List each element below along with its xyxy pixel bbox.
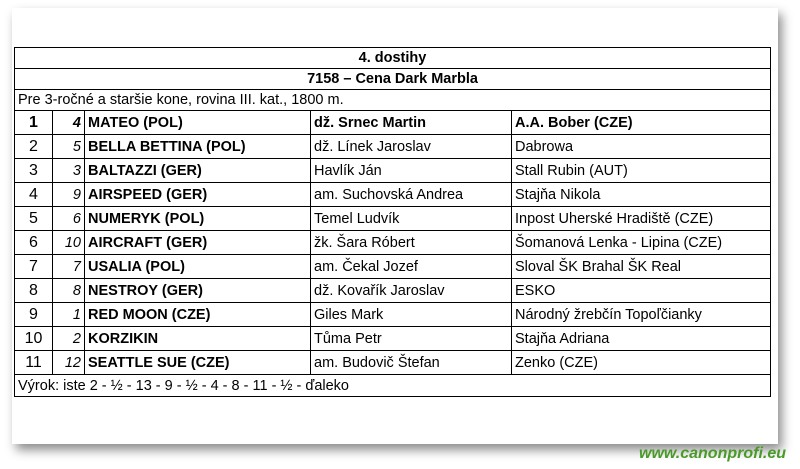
number-cell: 1 [53, 303, 85, 327]
owner-cell: ESKO [512, 279, 771, 303]
place-cell: 11 [15, 351, 53, 375]
number-cell: 5 [53, 135, 85, 159]
owner-cell: Stajňa Adriana [512, 327, 771, 351]
number-cell: 7 [53, 255, 85, 279]
number-cell: 10 [53, 231, 85, 255]
jockey-cell: dž. Kovařík Jaroslav [311, 279, 512, 303]
race-heading-row [15, 48, 771, 69]
place-cell: 2 [15, 135, 53, 159]
table-row [15, 255, 771, 279]
horse-cell: NUMERYK (POL) [85, 207, 311, 231]
owner-cell: Stall Rubin (AUT) [512, 159, 771, 183]
race-heading: 4. dostihy [15, 48, 771, 69]
owner-cell: Národný žrebčín Topoľčianky [512, 303, 771, 327]
result-line: Výrok: iste 2 - ½ - 13 - 9 - ½ - 4 - 8 - 11 - ½ - ďaleko [15, 375, 771, 397]
race-name-row [15, 69, 771, 90]
horse-cell: USALIA (POL) [85, 255, 311, 279]
race-conditions-row [15, 90, 771, 111]
horse-cell: BELLA BETTINA (POL) [85, 135, 311, 159]
owner-cell: Stajňa Nikola [512, 183, 771, 207]
number-cell: 8 [53, 279, 85, 303]
table-row [15, 231, 771, 255]
jockey-cell: am. Budovič Štefan [311, 351, 512, 375]
watermark-text: www.canonprofi.eu [639, 445, 786, 462]
jockey-cell: dž. Srnec Martin [311, 111, 512, 135]
place-cell: 7 [15, 255, 53, 279]
place-cell: 4 [15, 183, 53, 207]
horse-cell: MATEO (POL) [85, 111, 311, 135]
jockey-cell: am. Čekal Jozef [311, 255, 512, 279]
jockey-cell: dž. Línek Jaroslav [311, 135, 512, 159]
place-cell: 10 [15, 327, 53, 351]
place-cell: 8 [15, 279, 53, 303]
number-cell: 6 [53, 207, 85, 231]
owner-cell: Dabrowa [512, 135, 771, 159]
jockey-cell: Havlík Ján [311, 159, 512, 183]
horse-cell: NESTROY (GER) [85, 279, 311, 303]
table-row [15, 303, 771, 327]
table-row [15, 207, 771, 231]
table-row [15, 183, 771, 207]
place-cell: 9 [15, 303, 53, 327]
table-row [15, 327, 771, 351]
table-row [15, 111, 771, 135]
jockey-cell: Giles Mark [311, 303, 512, 327]
table-row [15, 135, 771, 159]
jockey-cell: am. Suchovská Andrea [311, 183, 512, 207]
horse-cell: SEATTLE SUE (CZE) [85, 351, 311, 375]
place-cell: 5 [15, 207, 53, 231]
number-cell: 2 [53, 327, 85, 351]
table-row [15, 279, 771, 303]
horse-cell: RED MOON (CZE) [85, 303, 311, 327]
owner-cell: A.A. Bober (CZE) [512, 111, 771, 135]
horse-cell: AIRSPEED (GER) [85, 183, 311, 207]
horse-cell: KORZIKIN [85, 327, 311, 351]
number-cell: 9 [53, 183, 85, 207]
result-line-row [15, 375, 771, 397]
jockey-cell: Tůma Petr [311, 327, 512, 351]
place-cell: 6 [15, 231, 53, 255]
owner-cell: Zenko (CZE) [512, 351, 771, 375]
race-name: 7158 – Cena Dark Marbla [15, 69, 771, 90]
owner-cell: Šomanová Lenka - Lipina (CZE) [512, 231, 771, 255]
number-cell: 12 [53, 351, 85, 375]
table-row [15, 159, 771, 183]
number-cell: 4 [53, 111, 85, 135]
owner-cell: Sloval ŠK Brahal ŠK Real [512, 255, 771, 279]
place-cell: 1 [15, 111, 53, 135]
number-cell: 3 [53, 159, 85, 183]
owner-cell: Inpost Uherské Hradiště (CZE) [512, 207, 771, 231]
jockey-cell: Temel Ludvík [311, 207, 512, 231]
table-row [15, 351, 771, 375]
jockey-cell: žk. Šara Róbert [311, 231, 512, 255]
horse-cell: BALTAZZI (GER) [85, 159, 311, 183]
place-cell: 3 [15, 159, 53, 183]
horse-cell: AIRCRAFT (GER) [85, 231, 311, 255]
race-results-table [14, 47, 771, 397]
race-conditions: Pre 3-ročné a staršie kone, rovina III. kat., 1800 m. [15, 90, 771, 111]
